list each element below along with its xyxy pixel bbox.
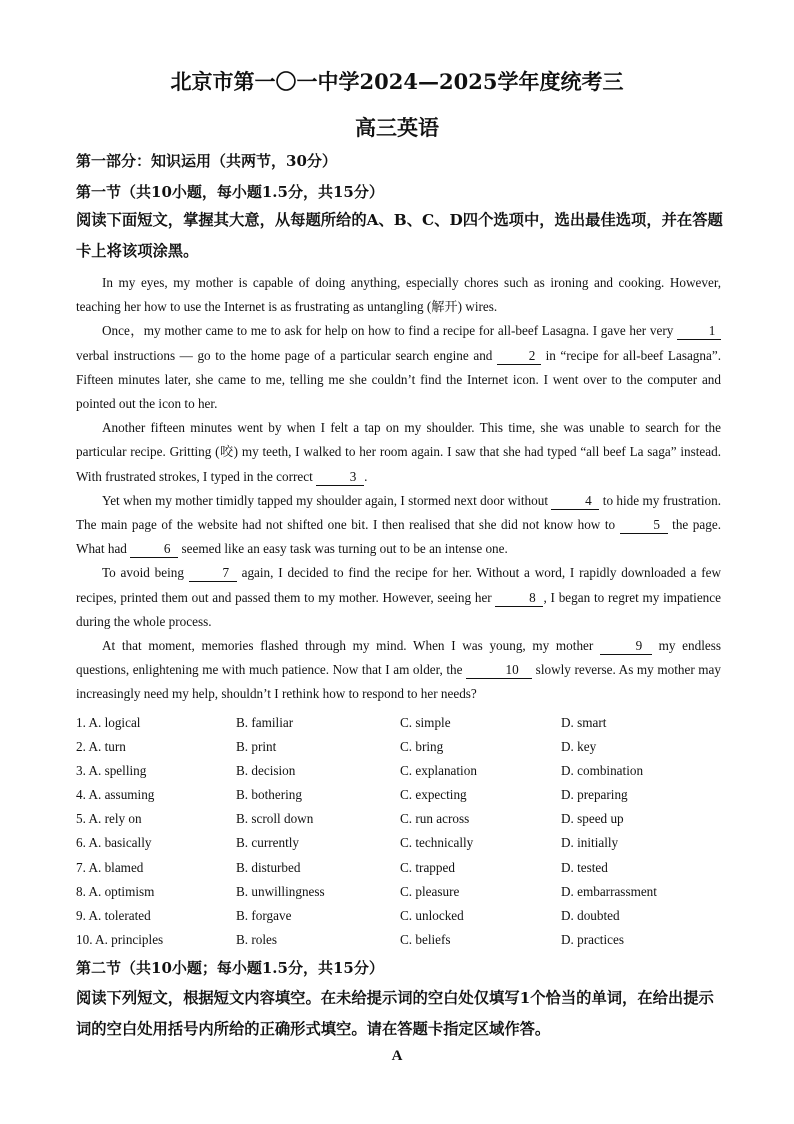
option-d: D. smart <box>561 715 607 730</box>
passage-label: A <box>391 1048 403 1064</box>
text: , I began to regret my impatience during the whole process. <box>76 589 721 629</box>
part-heading: 第一部分：知识运用（共两节，30分） <box>76 152 337 170</box>
option-d: D. preparing <box>561 787 628 803</box>
option-b: B. familiar <box>236 715 294 730</box>
option-row <box>76 880 726 904</box>
option-c: C. unlocked <box>400 907 464 923</box>
option-b: B. scroll down <box>236 811 314 827</box>
text: the page. What had <box>76 517 721 557</box>
option-b: B. roles <box>236 931 278 947</box>
text: in “recipe for all-beef Lasagna”. Fifteen minutes later, she came to me, telling me she couldn’t find the Internet icon. I went over to the computer and pointed out the icon to her. <box>76 347 722 412</box>
text: slowly reverse. As my mother may increasingly need my help, shouldn’t I rethink how to respond to her needs? <box>76 662 722 702</box>
option-b: B. decision <box>236 763 296 779</box>
blank-1: 1 <box>677 323 721 340</box>
blank-5: 5 <box>620 517 668 534</box>
option-c: C. bring <box>400 739 444 755</box>
text: verbal instructions — go to the home page of a particular search engine and <box>76 347 497 363</box>
options-table <box>76 711 726 952</box>
option-c: C. expecting <box>400 787 467 803</box>
option-c: C. run across <box>400 811 470 827</box>
text: again, I decided to find the recipe for her. Without a word, I rapidly downloaded a few recipes, printed them out and passed them to my mother. However, seeing her <box>76 565 722 605</box>
option-a: 7. A. blamed <box>76 859 144 875</box>
text: To avoid being <box>102 565 189 581</box>
text: my endless questions, enlightening me with much patience. Now that I am older, the <box>76 638 721 678</box>
option-d: D. doubted <box>561 907 620 923</box>
option-d: D. speed up <box>561 811 624 827</box>
option-row <box>76 856 726 880</box>
text: seemed like an easy task was turning out to be an intense one. <box>178 541 508 557</box>
paragraph-6 <box>76 634 721 707</box>
option-a: 5. A. rely on <box>76 811 142 827</box>
option-row <box>76 759 726 783</box>
blank-10: 10 <box>466 662 532 679</box>
option-c: C. beliefs <box>400 931 451 947</box>
option-d: D. initially <box>561 835 619 851</box>
reading-passage <box>76 271 721 707</box>
blank-6: 6 <box>130 541 178 558</box>
option-row <box>76 928 726 952</box>
exam-subtitle: 高三英语 <box>355 115 439 140</box>
option-a: 4. A. assuming <box>76 787 155 803</box>
exam-title: 北京市第一〇一中学2024—2025学年度统考三 <box>170 69 624 94</box>
option-a: 9. A. tolerated <box>76 907 151 923</box>
option-a: 6. A. basically <box>76 835 152 851</box>
option-a: 8. A. optimism <box>76 883 155 899</box>
option-row <box>76 904 726 928</box>
blank-7: 7 <box>189 565 237 582</box>
blank-3: 3 <box>316 469 364 486</box>
instructions-1: 阅读下面短文，掌握其大意，从每题所给的A、B、C、D四个选项中，选出最佳选项，并在答题卡上将该项涂黑。 <box>76 211 723 260</box>
paragraph-1: In my eyes, my mother is capable of doing anything, especially chores such as ironing and cooking. However, teaching her how to use the Internet is as frustrating as untangling (解开) wires. <box>76 275 721 315</box>
blank-2: 2 <box>497 348 541 365</box>
paragraph-2 <box>76 319 721 416</box>
text: Once，my mother came to me to ask for help on how to find a recipe for all-beef Lasagna. I gave her very <box>102 323 677 339</box>
text: . <box>364 468 368 484</box>
blank-9: 9 <box>600 638 652 655</box>
option-c: C. trapped <box>400 859 455 875</box>
option-b: B. disturbed <box>236 859 301 875</box>
option-c: C. explanation <box>400 763 477 779</box>
option-b: B. bothering <box>236 787 302 803</box>
paragraph-3 <box>76 416 721 489</box>
option-row <box>76 831 726 855</box>
option-d: D. combination <box>561 763 644 779</box>
instructions-2: 阅读下列短文，根据短文内容填空。在未给提示词的空白处仅填写1个恰当的单词，在给出提示词的空白处用括号内所给的正确形式填空。请在答题卡指定区域作答。 <box>76 989 714 1038</box>
text: to hide my frustration. The main page of the website had not shifted one bit. I then realised that she did not know how to <box>76 492 721 533</box>
option-row <box>76 807 726 831</box>
option-c: C. pleasure <box>400 883 460 899</box>
paragraph-4 <box>76 489 721 562</box>
section-heading-1: 第一节（共10小题，每小题1.5分，共15分） <box>76 183 384 201</box>
option-a: 1. A. logical <box>76 715 141 730</box>
blank-4: 4 <box>551 493 599 510</box>
option-b: B. print <box>236 739 277 755</box>
option-d: D. practices <box>561 931 624 947</box>
option-a: 3. A. spelling <box>76 763 147 779</box>
option-b: B. unwillingness <box>236 883 325 899</box>
option-d: D. embarrassment <box>561 883 657 899</box>
option-row <box>76 711 726 735</box>
section-heading-2: 第二节（共10小题；每小题1.5分，共15分） <box>76 959 384 977</box>
paragraph-5 <box>76 561 721 634</box>
option-a: 10. A. principles <box>76 931 164 947</box>
option-row <box>76 735 726 759</box>
option-d: D. key <box>561 739 597 755</box>
blank-8: 8 <box>495 590 543 607</box>
option-row <box>76 783 726 807</box>
text: At that moment, memories flashed through my mind. When I was young, my mother <box>102 638 600 654</box>
option-a: 2. A. turn <box>76 739 126 755</box>
text: Another fifteen minutes went by when I felt a tap on my shoulder. This time, she was unable to search for the particular recipe. Gritting (咬) my teeth, I walked to her room again. I saw that she had typed “all beef La saga” instead. With frustrated strokes, I typed in the correct <box>76 420 721 484</box>
text: Yet when my mother timidly tapped my shoulder again, I stormed next door without <box>102 492 552 508</box>
option-b: B. currently <box>236 835 299 851</box>
option-b: B. forgave <box>236 907 292 923</box>
option-d: D. tested <box>561 859 608 875</box>
option-c: C. simple <box>400 715 451 730</box>
option-c: C. technically <box>400 835 474 851</box>
